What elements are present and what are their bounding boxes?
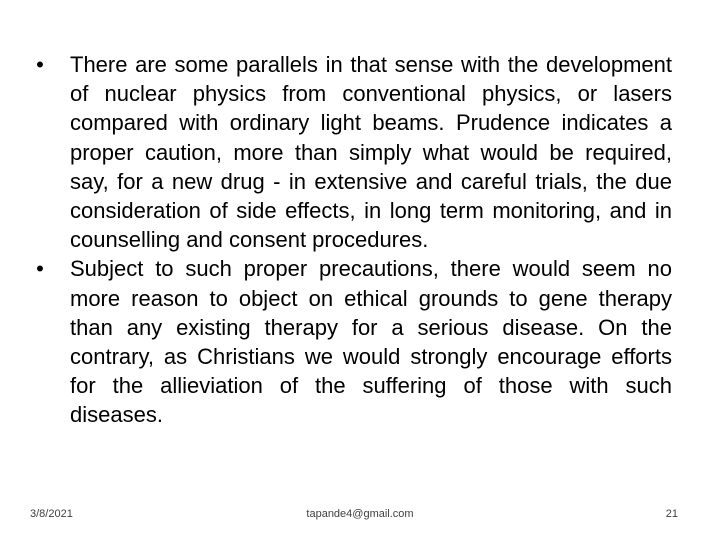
- bullet-paragraph-2: [30, 254, 672, 429]
- slide-body: [30, 50, 672, 430]
- bullet-text-2: Subject to such proper precautions, there would seem no more reason to object on ethical grounds to gene therapy than any existing therapy for a serious disease. On the contrary, as Christians we would strongly encourage efforts for the allieviation of the suffering of those with such diseases.: [70, 256, 672, 428]
- footer-date: 3/8/2021: [30, 508, 73, 520]
- bullet-text-1: There are some parallels in that sense with the development of nuclear physics from conventional physics, or lasers compared with ordinary light beams. Prudence indicates a proper caution, more than simply what would be required, say, for a new drug - in extensive and careful trials, the due consideration of side effects, in long term monitoring, and in counselling and consent procedures.: [70, 52, 672, 253]
- bullet-paragraph-1: [30, 50, 672, 254]
- bullet-marker-2: •: [36, 256, 44, 282]
- footer-email: tapande4@gmail.com: [306, 508, 414, 520]
- page-number: 21: [665, 508, 678, 520]
- bullet-marker-1: •: [36, 52, 44, 77]
